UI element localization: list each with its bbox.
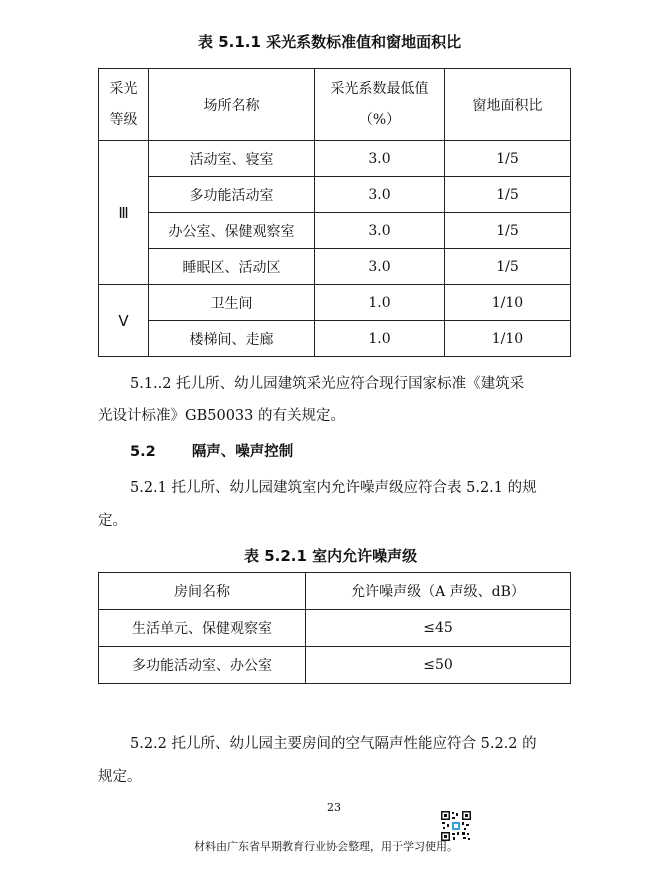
- noise-cell: ≤45: [306, 610, 571, 647]
- footer-note: 材料由广东省早期教育行业协会整理，用于学习使用。: [194, 840, 458, 853]
- table-row: [99, 141, 571, 177]
- coef-cell: 3.0: [315, 141, 445, 177]
- grade-cell: Ⅲ: [99, 141, 149, 285]
- noise-cell: ≤50: [306, 647, 571, 684]
- ratio-cell: 1/5: [445, 177, 571, 213]
- header-grade-line2: 等级: [109, 111, 138, 128]
- ratio-cell: 1/5: [445, 213, 571, 249]
- section-number: 5.2: [130, 444, 156, 460]
- table-row: [99, 321, 571, 357]
- paragraph-5-2-1-line1: 5.2.1 托儿所、幼儿园建筑室内允许噪声级应符合表 5.2.1 的规: [130, 480, 537, 496]
- header-room: 房间名称: [99, 573, 306, 610]
- table-row: [99, 249, 571, 285]
- section-heading: [130, 440, 293, 461]
- room-cell: 多功能活动室、办公室: [99, 647, 306, 684]
- header-grade: [99, 69, 149, 141]
- coef-cell: 1.0: [315, 321, 445, 357]
- ratio-cell: 1/10: [445, 285, 571, 321]
- header-coef-line1: 采光系数最低值: [330, 80, 429, 97]
- header-noise: 允许噪声级（A 声级、dB）: [306, 573, 571, 610]
- header-grade-line1: 采光: [109, 80, 138, 97]
- paragraph-5-1-2-line2: 光设计标准》GB50033 的有关规定。: [98, 408, 345, 424]
- coef-cell: 3.0: [315, 213, 445, 249]
- ratio-cell: 1/5: [445, 141, 571, 177]
- page-number: 23: [327, 801, 341, 814]
- ratio-cell: 1/5: [445, 249, 571, 285]
- paragraph-5-1-2-line1: 5.1..2 托儿所、幼儿园建筑采光应符合现行国家标准《建筑采: [130, 376, 525, 392]
- section-title: 隔声、噪声控制: [191, 444, 294, 460]
- noise-table: [98, 572, 571, 684]
- place-cell: 多功能活动室: [149, 177, 315, 213]
- paragraph-5-2-1-line2: 定。: [98, 513, 127, 529]
- paragraph-5-2-2-line1: 5.2.2 托儿所、幼儿园主要房间的空气隔声性能应符合 5.2.2 的: [130, 736, 537, 752]
- header-place: 场所名称: [149, 69, 315, 141]
- table-header-row: [99, 69, 571, 141]
- header-ratio: 窗地面积比: [445, 69, 571, 141]
- paragraph-5-2-2-line2: 规定。: [98, 769, 142, 785]
- header-coef: [315, 69, 445, 141]
- table-header-row: [99, 573, 571, 610]
- coef-cell: 3.0: [315, 249, 445, 285]
- place-cell: 卫生间: [149, 285, 315, 321]
- table-row: [99, 285, 571, 321]
- table-row: [99, 213, 571, 249]
- daylight-table: [98, 68, 571, 357]
- place-cell: 楼梯间、走廊: [149, 321, 315, 357]
- table-row: [99, 177, 571, 213]
- table-row: [99, 647, 571, 684]
- coef-cell: 3.0: [315, 177, 445, 213]
- ratio-cell: 1/10: [445, 321, 571, 357]
- place-cell: 睡眠区、活动区: [149, 249, 315, 285]
- place-cell: 活动室、寝室: [149, 141, 315, 177]
- room-cell: 生活单元、保健观察室: [99, 610, 306, 647]
- header-coef-line2: （%）: [358, 111, 401, 128]
- place-cell: 办公室、保健观察室: [149, 213, 315, 249]
- grade-cell: Ⅴ: [99, 285, 149, 357]
- table-row: [99, 610, 571, 647]
- table2-title: 表 5.2.1 室内允许噪声级: [244, 547, 418, 565]
- coef-cell: 1.0: [315, 285, 445, 321]
- table1-title: 表 5.1.1 采光系数标准值和窗地面积比: [198, 33, 462, 51]
